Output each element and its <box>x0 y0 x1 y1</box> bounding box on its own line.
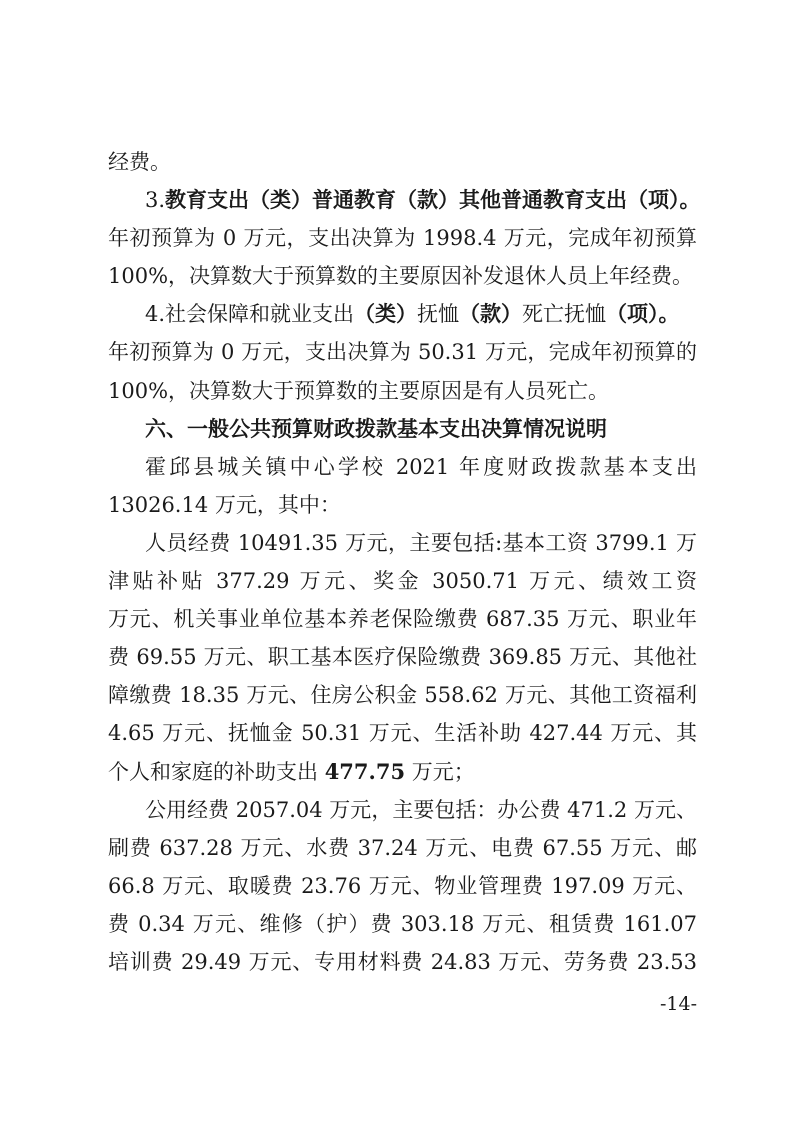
text-line: 13026.14 万元，其中： <box>108 492 341 517</box>
amount: 477.75 <box>324 758 406 784</box>
document-body <box>108 143 701 981</box>
text-line: 费 0.34 万元、维修（护）费 303.18 万元、租赁费 161.07 <box>108 911 697 936</box>
text-line: 公用经费 2057.04 万元，主要包括：办公费 471.2 万元、 <box>145 797 697 822</box>
text-line: 年初预算为 0 万元，支出决算为 50.31 万元，完成年初预算的 <box>108 340 697 365</box>
item-text: 死亡抚恤 <box>522 302 607 327</box>
text-line: 刷费 637.28 万元、水费 37.24 万元、电费 67.55 万元、邮 <box>108 835 697 860</box>
item-text: 抚恤 <box>417 302 460 327</box>
text-line: 障缴费 18.35 万元、住房公积金 558.62 万元、其他工资福利 <box>108 683 697 708</box>
text-line: 霍邱县城关镇中心学校 2021 年度财政拨款基本支出 <box>145 454 697 479</box>
item-title: 教育支出（类）普通教育（款）其他普通教育支出（项）。 <box>165 187 701 213</box>
section-heading: 六、一般公共预算财政拨款基本支出决算情况说明 <box>145 416 607 441</box>
text-line: 费 69.55 万元、职工基本医疗保险缴费 369.85 万元、其他社 <box>108 645 697 670</box>
section-item-4-title <box>108 295 697 333</box>
text-line: 万元、机关事业单位基本养老保险缴费 687.35 万元、职业年 <box>108 607 697 632</box>
text-line <box>108 753 697 791</box>
item-text: 4.社会保障和就业支出 <box>145 302 355 327</box>
text-line: 66.8 万元、取暖费 23.76 万元、物业管理费 197.09 万元、 <box>108 873 697 898</box>
text-line: 人员经费 10491.35 万元，主要包括:基本工资 3799.1 万 <box>145 530 697 555</box>
text-line: 培训费 29.49 万元、专用材料费 24.83 万元、劳务费 23.53 <box>108 949 697 974</box>
item-number: 3. <box>145 188 166 213</box>
item-text: （项）。 <box>606 301 680 327</box>
page-number: -14- <box>659 993 697 1015</box>
section-item-3-title <box>108 181 701 219</box>
text-line: 100%，决算数大于预算数的主要原因是有人员死亡。 <box>108 378 610 403</box>
item-text: （类） <box>354 301 418 327</box>
text-line: 经费。 <box>108 150 171 174</box>
line-text: 个人和家庭的补助支出 <box>108 759 325 784</box>
text-line: 年初预算为 0 万元，支出决算为 1998.4 万元，完成年初预算 <box>108 226 697 251</box>
text-line: 4.65 万元、抚恤金 50.31 万元、生活补助 427.44 万元、其 <box>108 721 697 746</box>
text-line: 100%，决算数大于预算数的主要原因补发退休人员上年经费。 <box>108 264 694 289</box>
item-text: （款） <box>459 301 523 327</box>
line-text: 万元； <box>405 759 475 784</box>
text-line: 津贴补贴 377.29 万元、奖金 3050.71 万元、绩效工资 <box>108 569 697 594</box>
